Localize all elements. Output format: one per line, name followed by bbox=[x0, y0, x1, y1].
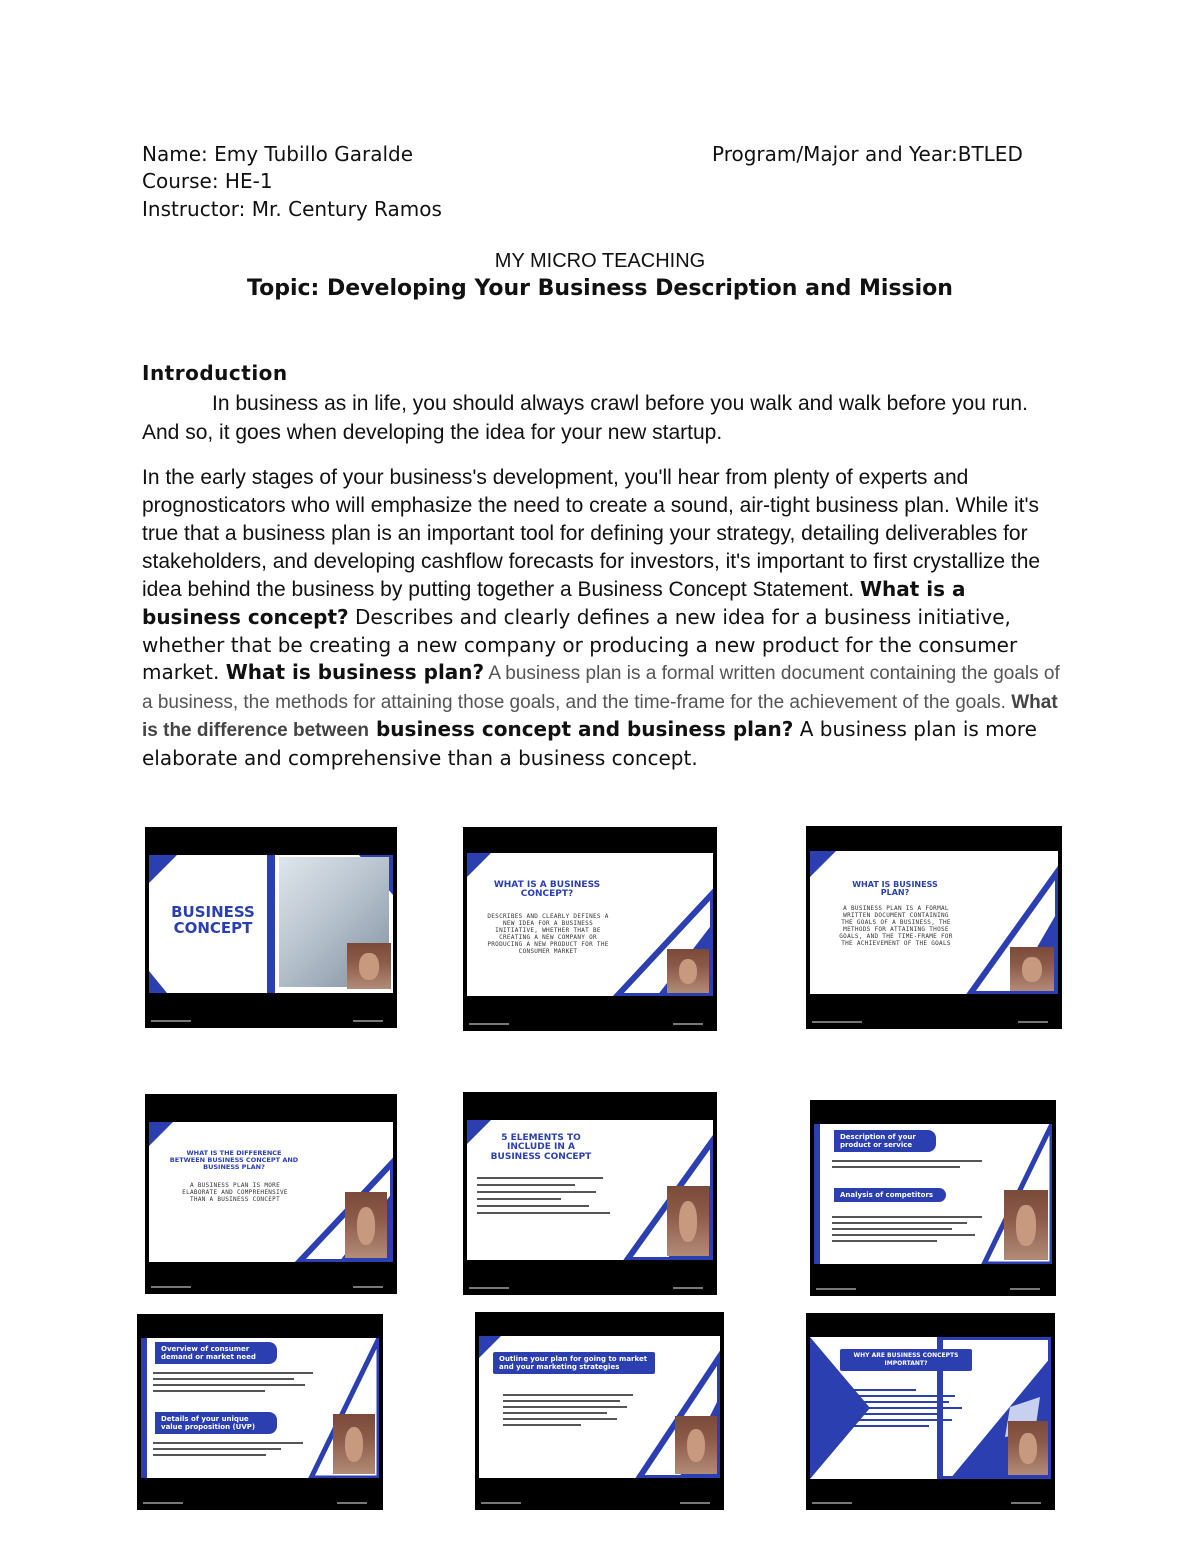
slide-7-text-lines-2 bbox=[153, 1438, 303, 1460]
video-controls bbox=[810, 1285, 1056, 1293]
slide-thumbnail-6 bbox=[810, 1100, 1056, 1296]
question-difference-a: What is the difference between bbox=[142, 691, 1058, 741]
slide-1 bbox=[149, 855, 393, 993]
slide-8-text-lines bbox=[503, 1390, 633, 1430]
slide-thumbnail-9 bbox=[806, 1313, 1055, 1510]
slide-6-text-lines-2 bbox=[832, 1212, 982, 1246]
presenter-webcam bbox=[333, 1414, 375, 1474]
slide-3-title: WHAT IS BUSINESS PLAN? bbox=[852, 880, 938, 898]
video-controls bbox=[475, 1499, 724, 1507]
presenter-webcam bbox=[1008, 1421, 1048, 1475]
slide-thumbnail-8 bbox=[475, 1312, 724, 1510]
question-business-plan: What is business plan? bbox=[225, 660, 485, 684]
student-name: Name: Emy Tubillo Garalde bbox=[142, 142, 414, 166]
slide-1-title: BUSINESS CONCEPT bbox=[171, 903, 255, 937]
slide-3-body: A BUSINESS PLAN IS A FORMAL WRITTEN DOCUMENT CONTAINING THE GOALS OF A BUSINESS, THE METHODS FOR ATTAINING THOSE GOALS, AND THE TIME-FRAME FOR THE ACHIEVEMENT OF THE GOALS bbox=[839, 905, 953, 947]
instructor: Instructor: Mr. Century Ramos bbox=[142, 197, 442, 221]
intro-p1-text: In business as in life, you should always crawl before you walk and walk before you run. And so, it goes when developing the idea for your new startup. bbox=[142, 392, 1028, 444]
slide-4-title: WHAT IS THE DIFFERENCE BETWEEN BUSINESS CONCEPT AND BUSINESS PLAN? bbox=[169, 1149, 299, 1171]
slide-8 bbox=[479, 1336, 720, 1478]
slide-9-title: WHY ARE BUSINESS CONCEPTS IMPORTANT? bbox=[840, 1349, 972, 1371]
presenter-webcam bbox=[667, 1186, 709, 1256]
video-controls bbox=[463, 1284, 717, 1292]
slide-7-pill-2: Details of your unique value proposition (UVP) bbox=[155, 1412, 277, 1434]
slide-9-text-lines bbox=[838, 1385, 968, 1431]
slide-2-body: DESCRIBES AND CLEARLY DEFINES A NEW IDEA FOR A BUSINESS INITIATIVE, WHETHER THAT BE CREATING A NEW COMPANY OR PRODUCING A NEW PRODUCT FOR THE CONSUMER MARKET bbox=[487, 913, 609, 955]
slide-6-pill-1: Description of your product or service bbox=[834, 1130, 936, 1152]
slide-thumbnail-7 bbox=[137, 1314, 383, 1510]
question-difference-b: business concept and business plan? bbox=[369, 717, 794, 741]
video-controls bbox=[145, 1017, 397, 1025]
answer-business-concept: Describes and clearly defines a new idea for a business initiative, whether that be creating a new company or producing a new product for the consumer market. bbox=[142, 605, 1018, 684]
slide-5 bbox=[467, 1120, 713, 1260]
slide-6 bbox=[814, 1124, 1052, 1264]
presenter-webcam bbox=[347, 943, 391, 989]
slide-9 bbox=[810, 1337, 1051, 1479]
slide-thumbnail-4 bbox=[145, 1094, 397, 1294]
slide-thumbnail-3 bbox=[806, 826, 1062, 1029]
slide-8-pill: Outline your plan for going to market and your marketing strategies bbox=[493, 1352, 655, 1374]
presenter-webcam bbox=[345, 1192, 387, 1258]
doc-title: MY MICRO TEACHING bbox=[494, 250, 706, 272]
slide-6-pill-2: Analysis of competitors bbox=[834, 1188, 946, 1202]
slide-7-text-lines bbox=[153, 1368, 313, 1396]
question-business-concept: What is a business concept? bbox=[142, 577, 966, 629]
topic-title: Topic: Developing Your Business Description and Mission bbox=[247, 276, 953, 301]
presenter-webcam bbox=[667, 949, 709, 993]
slide-thumbnail-1 bbox=[145, 827, 397, 1028]
video-controls bbox=[463, 1020, 717, 1028]
slide-3 bbox=[810, 851, 1058, 994]
slide-4 bbox=[149, 1122, 393, 1262]
intro-p2-text: In the early stages of your business's development, you'll hear from plenty of experts and prognosticators who will emphasize the need to create a sound, air-tight business plan. While it's true that a business plan is an important tool for defining your strategy, detailing deliverables for stakeholders, and developing cashflow forecasts for investors, it's important to first crystallize the idea behind the business by putting together a Business Concept Statement. bbox=[142, 466, 1041, 601]
slide-2-title: WHAT IS A BUSINESS CONCEPT? bbox=[493, 880, 601, 900]
answer-difference: A business plan is more elaborate and comprehensive than a business concept. bbox=[142, 717, 1037, 770]
program-year: Program/Major and Year:BTLED bbox=[712, 142, 1023, 166]
slide-6-text-lines bbox=[832, 1156, 982, 1172]
video-controls bbox=[806, 1499, 1055, 1507]
slide-7-pill-1: Overview of consumer demand or market need bbox=[155, 1342, 277, 1364]
slide-thumbnail-2 bbox=[463, 827, 717, 1031]
presenter-webcam bbox=[1004, 1190, 1048, 1260]
presenter-webcam bbox=[1010, 947, 1054, 991]
intro-heading: Introduction bbox=[142, 361, 288, 385]
course: Course: HE-1 bbox=[142, 169, 273, 193]
slide-7 bbox=[141, 1338, 379, 1478]
intro-paragraph-2 bbox=[142, 464, 1062, 772]
video-controls bbox=[806, 1018, 1062, 1026]
presenter-webcam bbox=[675, 1416, 717, 1474]
intro-paragraph-1 bbox=[142, 389, 1062, 447]
video-controls bbox=[145, 1283, 397, 1291]
slide-5-bullets bbox=[477, 1172, 617, 1219]
slide-5-title: 5 ELEMENTS TO INCLUDE IN A BUSINESS CONCEPT bbox=[490, 1133, 592, 1162]
slide-thumbnail-5 bbox=[463, 1092, 717, 1295]
slide-4-body: A BUSINESS PLAN IS MORE ELABORATE AND COMPREHENSIVE THAN A BUSINESS CONCEPT bbox=[182, 1182, 288, 1203]
answer-business-plan: A business plan is a formal written document containing the goals of a business, the methods for attaining those goals, and the time-frame for the achievement of the goals. bbox=[142, 663, 1060, 713]
video-controls bbox=[137, 1499, 383, 1507]
slide-2 bbox=[467, 853, 713, 996]
